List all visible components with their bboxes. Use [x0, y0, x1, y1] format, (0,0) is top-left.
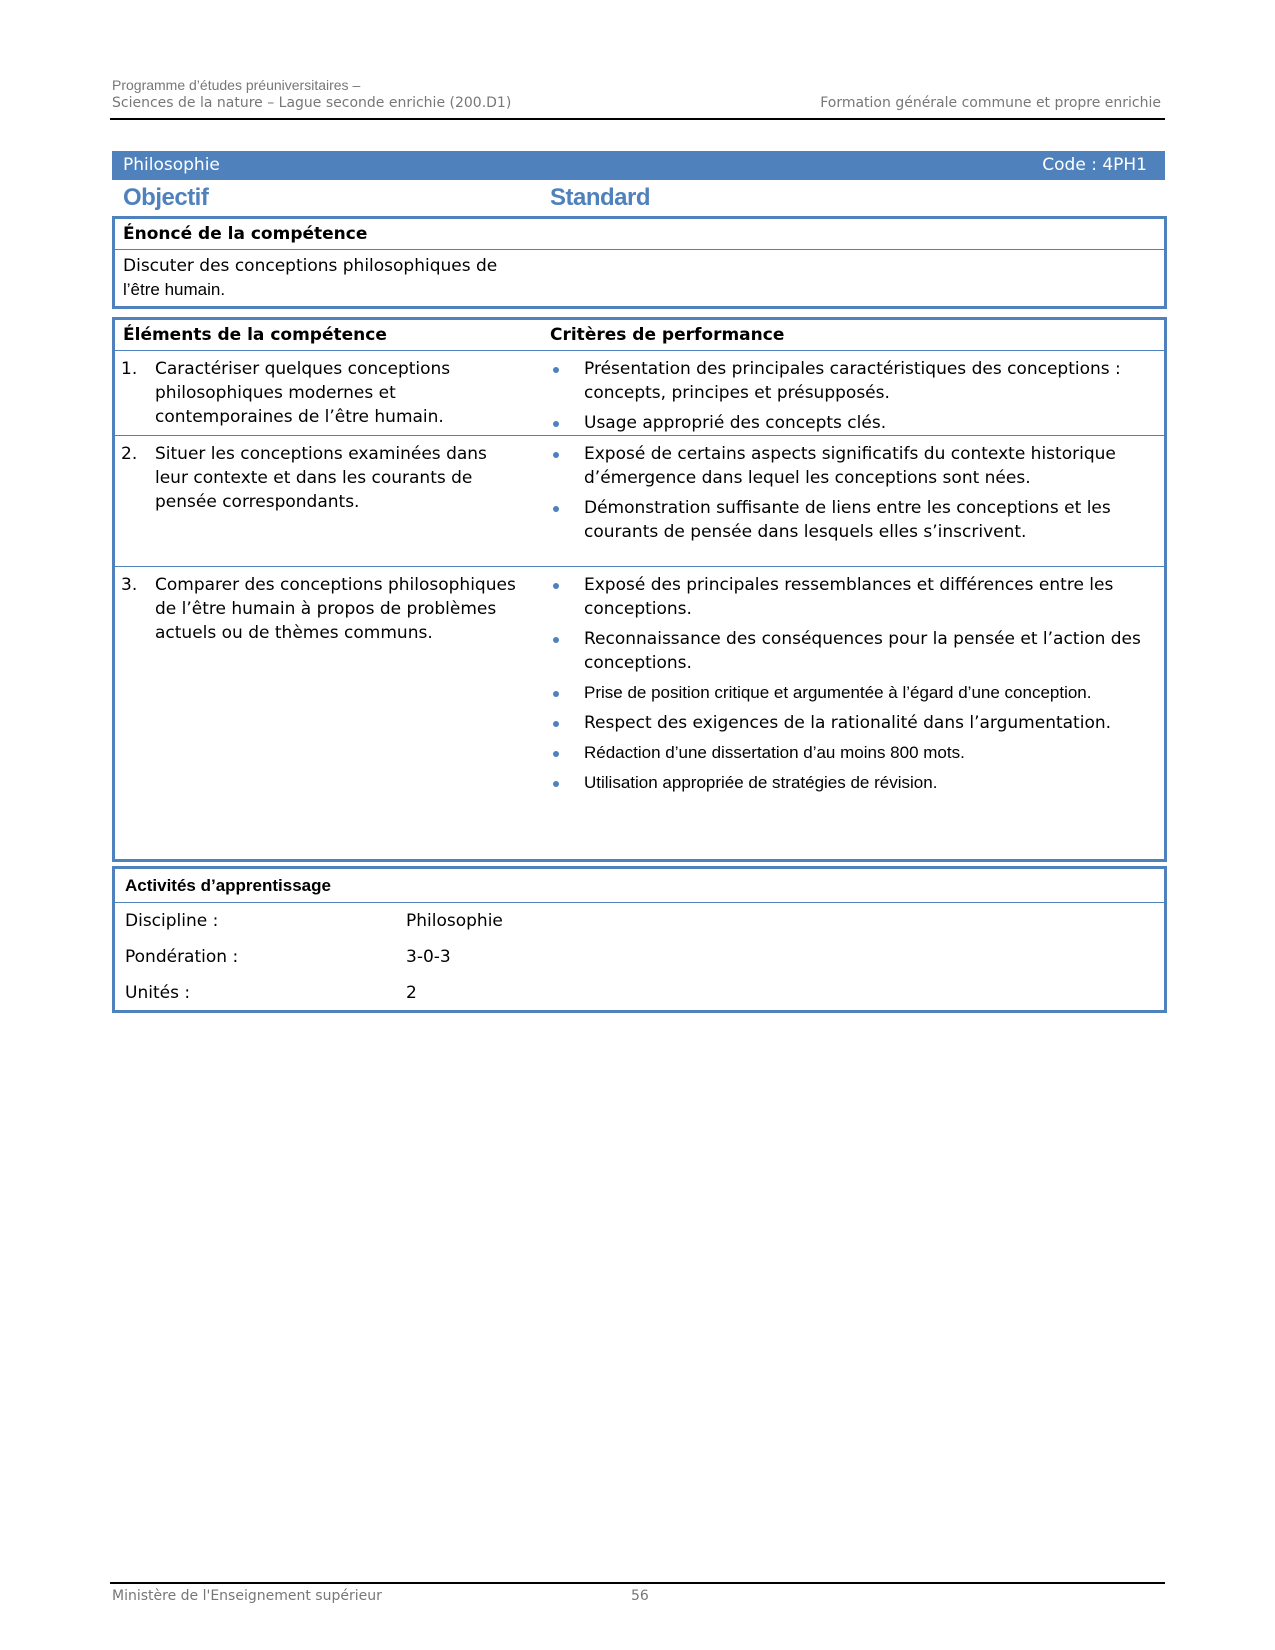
- unites-row: [115, 975, 1164, 1011]
- course-discipline: Philosophie: [123, 155, 220, 175]
- criteria-list: [545, 357, 1155, 441]
- list-item: Exposé de certains aspects significatifs du contexte historique d’émergence dans lequel les conceptions sont nées.: [545, 442, 1155, 490]
- list-item: Utilisation appropriée de stratégies de révision.: [545, 771, 1155, 795]
- table-row: [115, 436, 1164, 567]
- ponderation-row: [115, 939, 1164, 975]
- section-subheadings: [112, 181, 1165, 215]
- enonce-text: [115, 250, 551, 306]
- bullet-icon: [553, 506, 559, 512]
- bullet-icon: [553, 781, 559, 787]
- criteria-list: [545, 442, 1155, 550]
- page-number: 56: [631, 1588, 649, 1604]
- list-item: Rédaction d’une dissertation d’au moins 800 mots.: [545, 741, 1155, 765]
- element-text: Comparer des conceptions philosophiques de l’être humain à propos de problèmes actuels ou de thèmes communs.: [155, 575, 516, 643]
- course-code: Code : 4PH1: [1042, 155, 1147, 175]
- bullet-icon: [553, 751, 559, 757]
- list-item: Prise de position critique et argumentée à l’égard d’une conception.: [545, 681, 1155, 705]
- bullet-icon: [553, 452, 559, 458]
- element-number: 2.: [121, 444, 138, 464]
- enonce-competence-box: [112, 216, 1167, 309]
- program-title: [112, 76, 511, 112]
- element-text: Caractériser quelques conceptions philosophiques modernes et contemporaines de l’être humain.: [155, 359, 451, 427]
- list-item: Démonstration suffisante de liens entre les conceptions et les courants de pensée dans lesquels elles s’inscrivent.: [545, 496, 1155, 544]
- ponderation-value: 3-0-3: [406, 947, 451, 967]
- discipline-label: Discipline :: [125, 911, 219, 931]
- elements-competence-table: [112, 317, 1167, 862]
- list-item: Respect des exigences de la rationalité dans l’argumentation.: [545, 711, 1155, 735]
- activites-heading: Activités d’apprentissage: [115, 869, 1164, 903]
- enonce-line1: Discuter des conceptions philosophiques de: [123, 256, 498, 276]
- page-footer: [110, 1582, 1165, 1604]
- bullet-icon: [553, 367, 559, 373]
- element-number: 3.: [121, 575, 138, 595]
- standard-heading: Standard: [550, 184, 651, 211]
- bullet-icon: [553, 691, 559, 697]
- ponderation-label: Pondération :: [125, 947, 239, 967]
- list-item: Reconnaissance des conséquences pour la pensée et l’action des conceptions.: [545, 627, 1155, 675]
- list-item: Présentation des principales caractéristiques des conceptions : concepts, principes et présupposés.: [545, 357, 1155, 405]
- bullet-icon: [553, 583, 559, 589]
- enonce-line2: l’être humain.: [123, 280, 226, 299]
- ministry-name: Ministère de l'Enseignement supérieur: [112, 1588, 382, 1604]
- page-header: [110, 74, 1165, 120]
- elements-heading: Éléments de la compétence: [123, 325, 387, 345]
- training-type: Formation générale commune et propre enrichie: [820, 95, 1161, 111]
- element-number: 1.: [121, 359, 138, 379]
- program-title-line1: Programme d’études préuniversitaires –: [112, 77, 361, 93]
- bullet-icon: [553, 721, 559, 727]
- list-item: Exposé des principales ressemblances et différences entre les conceptions.: [545, 573, 1155, 621]
- objectif-heading: Objectif: [123, 184, 209, 211]
- discipline-row: [115, 903, 1164, 939]
- program-title-line2: Sciences de la nature – Lague seconde enrichie (200.D1): [112, 95, 512, 111]
- unites-value: 2: [406, 983, 417, 1003]
- bullet-icon: [553, 637, 559, 643]
- bullet-icon: [553, 421, 559, 427]
- table-row: [115, 567, 1164, 837]
- course-title-bar: [112, 151, 1165, 180]
- activites-apprentissage-box: [112, 866, 1167, 1013]
- element-text: Situer les conceptions examinées dans leur contexte et dans les courants de pensée correspondants.: [155, 444, 487, 512]
- criteres-heading: Critères de performance: [550, 325, 785, 345]
- list-item: Usage approprié des concepts clés.: [545, 411, 1155, 435]
- enonce-heading: Énoncé de la compétence: [115, 219, 1164, 250]
- unites-label: Unités :: [125, 983, 191, 1003]
- discipline-value: Philosophie: [406, 911, 503, 931]
- criteria-list: [545, 573, 1155, 801]
- table-row: [115, 351, 1164, 436]
- elements-table-header: [115, 320, 1164, 351]
